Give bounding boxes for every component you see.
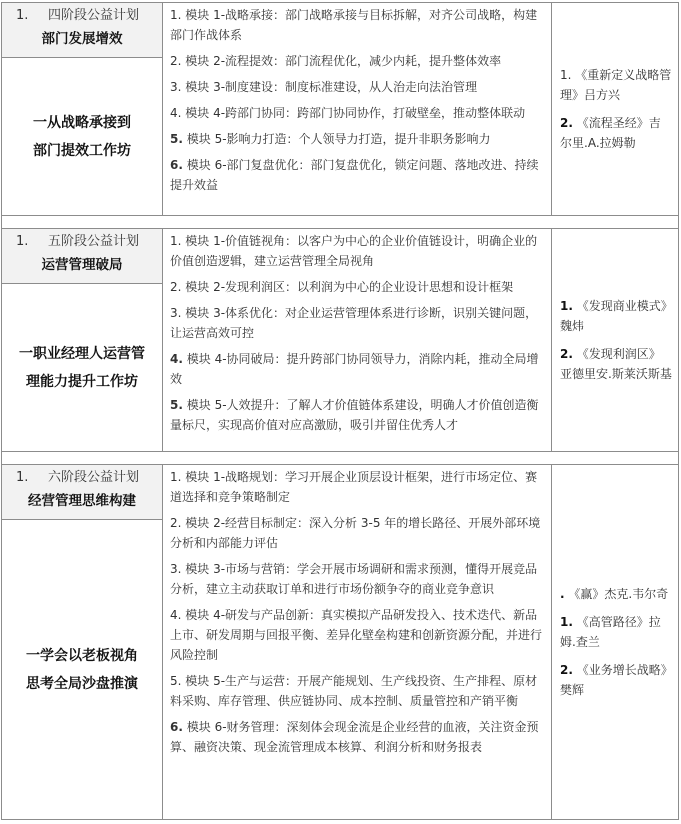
module-item: 4. 模块 4-研发与产品创新：真实模拟产品研发投入、技术迭代、新品上市、研发周期与回报平衡、差异化壁垒构建和创新资源分配，并进行风险控制 (170, 608, 543, 662)
stage-index: 1. (16, 8, 29, 23)
stage-index: 1. (16, 470, 29, 485)
module-item: 1. 模块 1-战略规划：学习开展企业顶层设计框架，进行市场定位、赛道选择和竞争策略制定 (170, 470, 538, 504)
section-divider (1, 216, 679, 228)
book-item: 2. 《流程圣经》吉尔里.A.拉姆勒 (560, 116, 661, 150)
module-list (163, 465, 552, 819)
book-item: 1. 《发现商业模式》魏炜 (560, 299, 667, 333)
book-item: . 《赢》杰克.韦尔奇 (560, 587, 669, 601)
workshop-theme: 一职业经理人运营管 理能力提升工作坊 (19, 345, 145, 390)
module-item: 5. 模块 5-人效提升：了解人才价值链体系建设，明确人才价值创造衡量标尺，实现高价值对应高激励，吸引并留住优秀人才 (170, 398, 539, 432)
stage-title: 经营管理思维构建 (28, 493, 136, 509)
module-item: 6. 模块 6-财务管理：深刻体会现金流是企业经营的血液，关注资金预算、融资决策、现金流管理成本核算、利润分析和财务报表 (170, 720, 539, 754)
stage-column (2, 465, 163, 819)
book-item: 2. 《发现利润区》亚德里安.斯莱沃斯基 (560, 347, 672, 381)
stage-name: 六阶段公益计划 (48, 470, 140, 485)
stage-section (1, 2, 679, 216)
stage-title: 部门发展增效 (41, 31, 123, 47)
book-item: 2. 《业务增长战略》樊辉 (560, 663, 667, 697)
module-item: 5. 模块 5-生产与运营：开展产能规划、生产线投资、生产排程、原材料采购、库存管理、供应链协同、成本控制、质量管控和产销平衡 (170, 674, 538, 708)
book-list (552, 229, 678, 451)
stage-header (2, 3, 162, 58)
module-list (163, 229, 552, 451)
module-item: 2. 模块 2-经营目标制定：深入分析 3-5 年的增长路径、开展外部环境分析和内部能力评估 (170, 516, 541, 550)
module-item: 6. 模块 6-部门复盘优化：部门复盘优化，锁定问题、落地改进、持续提升效益 (170, 158, 539, 192)
stage-name: 五阶段公益计划 (48, 234, 140, 249)
book-item: 1. 《重新定义战略管理》吕方兴 (560, 68, 672, 102)
workshop-theme: 一学会以老板视角 思考全局沙盘推演 (26, 647, 138, 692)
workshop-theme: 一从战略承接到 部门提效工作坊 (33, 114, 131, 159)
module-item: 3. 模块 3-体系优化：对企业运营管理体系进行诊断，识别关键问题，让运营高效可控 (170, 306, 538, 340)
stage-section (1, 464, 679, 820)
stage-section (1, 228, 679, 452)
module-item: 2. 模块 2-流程提效：部门流程优化，减少内耗，提升整体效率 (170, 54, 502, 68)
module-item: 4. 模块 4-协同破局：提升跨部门协同领导力，消除内耗，推动全局增效 (170, 352, 539, 386)
module-item: 2. 模块 2-发现利润区：以利润为中心的企业设计思想和设计框架 (170, 280, 514, 294)
book-item: 1. 《高管路径》拉姆.查兰 (560, 615, 661, 649)
stage-column (2, 3, 163, 215)
module-list (163, 3, 552, 215)
module-item: 1. 模块 1-战略承接：部门战略承接与目标拆解，对齐公司战略，构建部门作战体系 (170, 8, 538, 42)
stage-index: 1. (16, 234, 29, 249)
stage-header (2, 229, 162, 284)
module-item: 3. 模块 3-市场与营销：学会开展市场调研和需求预测，懂得开展竞品分析，建立主动获取订单和进行市场份额争夺的商业竞争意识 (170, 562, 538, 596)
stage-name: 四阶段公益计划 (48, 8, 140, 23)
module-item: 5. 模块 5-影响力打造：个人领导力打造，提升非职务影响力 (170, 132, 491, 146)
module-item: 4. 模块 4-跨部门协同：跨部门协同协作，打破壁垒，推动整体联动 (170, 106, 526, 120)
book-list (552, 465, 678, 819)
stage-title: 运营管理破局 (41, 257, 123, 273)
module-item: 1. 模块 1-价值链视角：以客户为中心的企业价值链设计，明确企业的价值创造逻辑，建立运营管理全局视角 (170, 234, 538, 268)
module-item: 3. 模块 3-制度建设：制度标准建设，从人治走向法治管理 (170, 80, 478, 94)
book-list (552, 3, 678, 215)
stage-column (2, 229, 163, 451)
stage-header (2, 465, 162, 520)
section-divider (1, 452, 679, 464)
